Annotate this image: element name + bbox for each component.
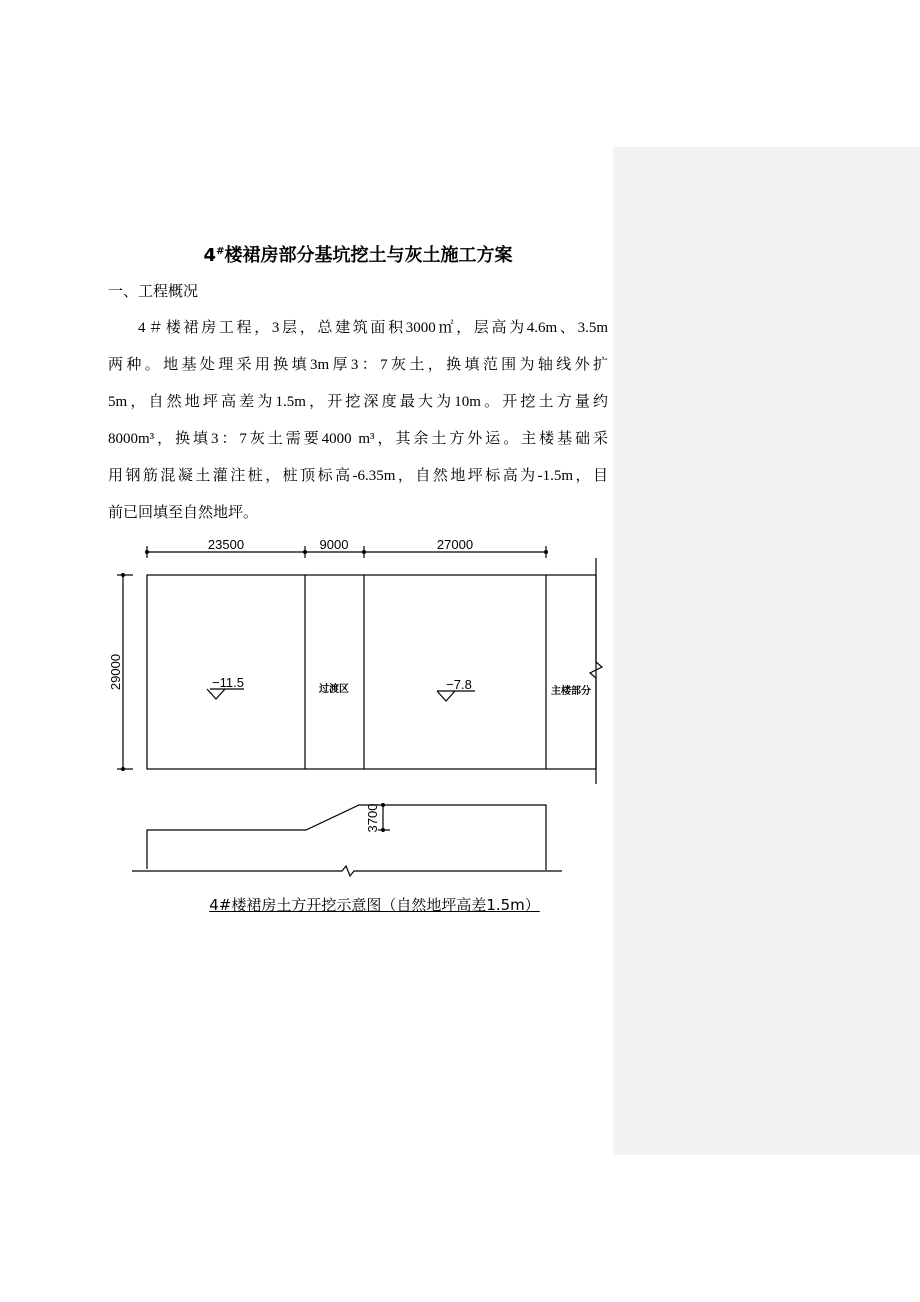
- section-heading: 一、工程概况: [108, 282, 199, 300]
- paragraph-line-4: 8000m³，换填3：7灰土需要4000 m³，其余土方外运。主楼基础采: [108, 431, 608, 447]
- dim-9000: 9000: [319, 537, 349, 552]
- paragraph-line-6: 前已回填至自然地坪。: [108, 505, 259, 521]
- figure-caption: 4#楼裙房土方开挖示意图（自然地坪高差1.5m）: [209, 896, 540, 914]
- dim-3700: 3700: [365, 803, 380, 833]
- document-title: 4#楼裙房部分基坑挖土与灰土施工方案: [203, 245, 513, 266]
- paragraph-line-2: 两种。地基处理采用换填3m厚3：7灰土，换填范围为轴线外扩: [108, 357, 608, 373]
- dim-27000: 27000: [436, 537, 474, 552]
- paragraph-line-3: 5m，自然地坪高差为1.5m，开挖深度最大为10m。开挖土方量约: [108, 394, 608, 410]
- paragraph-line-5: 用钢筋混凝土灌注桩，桩顶标高-6.35m，自然地坪标高为-1.5m，目: [108, 468, 608, 484]
- dim-29000: 29000: [108, 653, 123, 691]
- elevation-left: −11.5: [212, 675, 244, 690]
- elevation-right: −7.8: [446, 677, 472, 692]
- zone-main-label: 主楼部分: [551, 686, 591, 697]
- zone-transition-label: 过渡区: [319, 684, 349, 695]
- paragraph-line-1: 4＃楼裙房工程，3层，总建筑面积3000㎡，层高为4.6m、3.5m: [138, 320, 608, 336]
- dim-23500: 23500: [207, 537, 245, 552]
